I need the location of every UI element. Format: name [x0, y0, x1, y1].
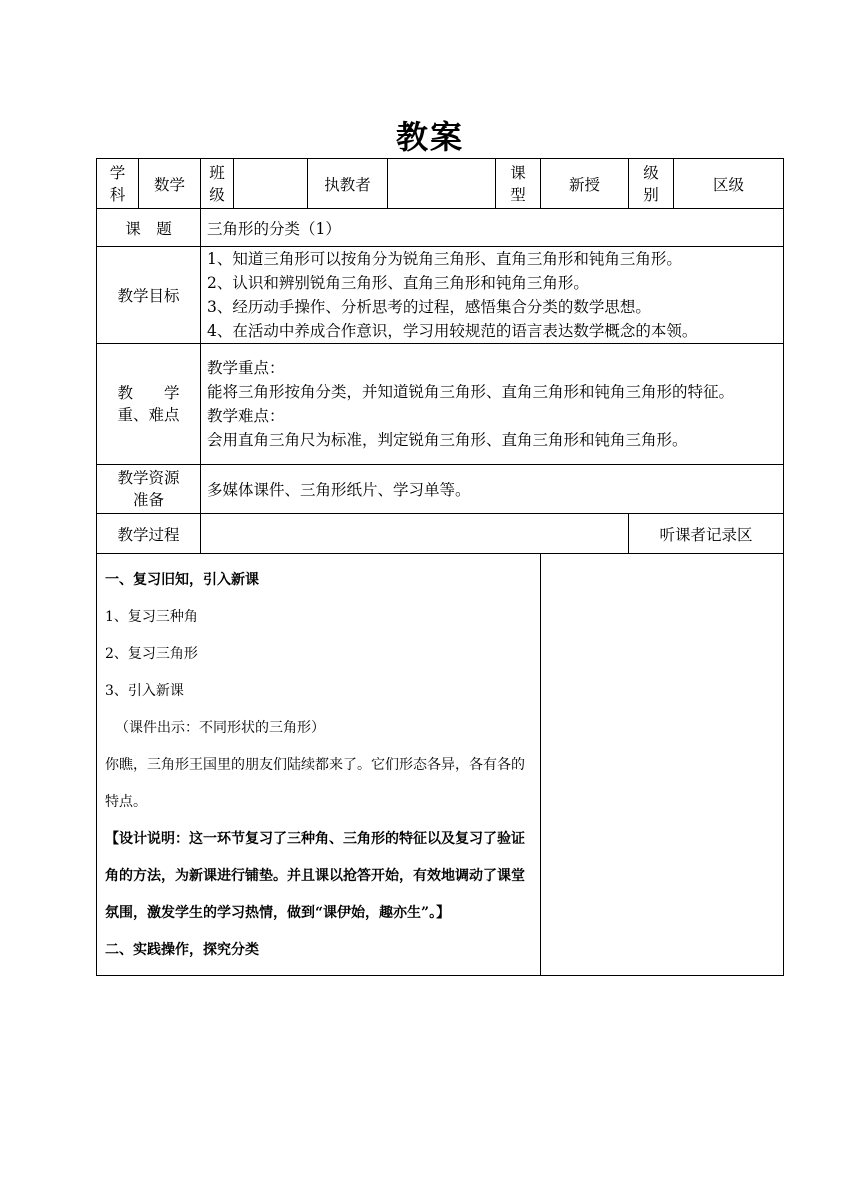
- process-body-row: [97, 554, 784, 976]
- topic-value: 三角形的分类（1）: [201, 209, 784, 247]
- resources-label: 教学资源 准备: [97, 465, 201, 514]
- resources-value: 多媒体课件、三角形纸片、学习单等。: [201, 465, 784, 514]
- level-value: 区级: [674, 159, 784, 209]
- lesson-plan-table: [96, 158, 784, 976]
- resources-row: [97, 465, 784, 514]
- level-label: 级别: [629, 159, 674, 209]
- class-label: 班级: [201, 159, 234, 209]
- teacher-value: [388, 159, 496, 209]
- goal-item: 1、知道三角形可以按角分为锐角三角形、直角三角形和钝角三角形。: [207, 250, 682, 268]
- subject-label: 学科: [97, 159, 139, 209]
- key-points-content: [201, 344, 784, 465]
- document-title: 教案: [395, 118, 464, 156]
- header-row: [97, 159, 784, 209]
- goal-item: 2、认识和辨别锐角三角形、直角三角形和钝角三角形。: [207, 274, 589, 292]
- process-step: 2、复习三角形: [105, 646, 198, 662]
- key-points-row: [97, 344, 784, 465]
- goal-item: 3、经历动手操作、分析思考的过程，感悟集合分类的数学思想。: [207, 298, 651, 316]
- section-heading: 一、复习旧知，引入新课: [105, 572, 259, 588]
- subject-value: 数学: [139, 159, 201, 209]
- process-note: （课件出示：不同形状的三角形）: [115, 720, 325, 736]
- notes-label: 听课者记录区: [629, 514, 784, 554]
- goals-list: [201, 247, 784, 344]
- process-paragraph: 你瞧，三角形王国里的朋友们陆续都来了。它们形态各异，各有各的特点。: [105, 757, 525, 810]
- goals-row: [97, 247, 784, 344]
- focus-title: 教学重点：: [207, 359, 285, 377]
- process-header-row: [97, 514, 784, 554]
- design-note: 【设计说明：这一环节复习了三种角、三角形的特征以及复习了验证角的方法，为新课进行铺垫。并且课以抢答开始，有效地调动了课堂氛围，激发学生的学习热情，做到“课伊始，趣亦生”。】: [105, 831, 525, 921]
- key-points-label: 教 学 重、难点: [97, 344, 201, 465]
- difficulty-title: 教学难点：: [207, 407, 285, 425]
- teacher-label: 执教者: [308, 159, 388, 209]
- topic-label: 课 题: [97, 209, 201, 247]
- difficulty-text: 会用直角三角尺为标准，判定锐角三角形、直角三角形和钝角三角形。: [207, 431, 688, 449]
- process-step: 3、引入新课: [105, 683, 184, 699]
- process-label: 教学过程: [97, 514, 201, 554]
- process-content: [97, 554, 541, 976]
- topic-row: [97, 209, 784, 247]
- section-heading: 二、实践操作，探究分类: [105, 942, 259, 958]
- process-header-blank: [201, 514, 629, 554]
- class-value: [234, 159, 308, 209]
- notes-area[interactable]: [541, 554, 784, 976]
- goals-label: 教学目标: [97, 247, 201, 344]
- process-step: 1、复习三种角: [105, 609, 198, 625]
- lesson-type-label: 课型: [496, 159, 541, 209]
- goal-item: 4、在活动中养成合作意识，学习用较规范的语言表达数学概念的本领。: [207, 322, 698, 340]
- lesson-type-value: 新授: [541, 159, 629, 209]
- focus-text: 能将三角形按角分类，并知道锐角三角形、直角三角形和钝角三角形的特征。: [207, 383, 735, 401]
